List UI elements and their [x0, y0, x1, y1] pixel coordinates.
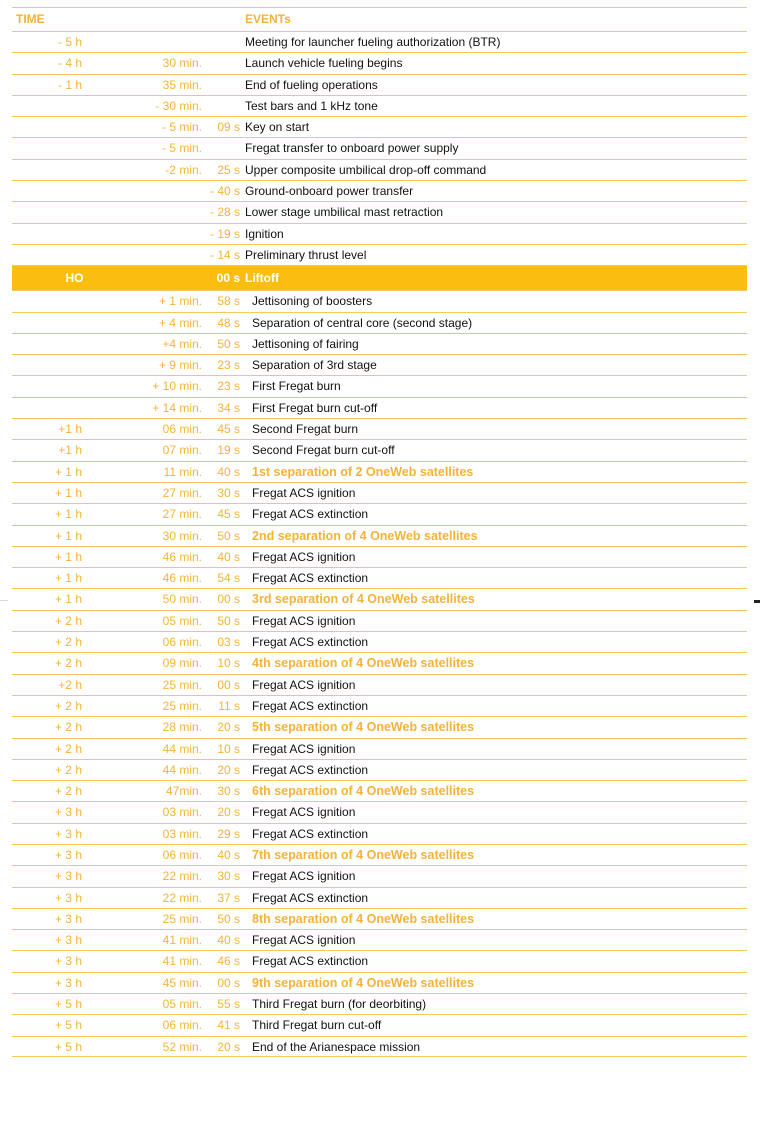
minutes-cell: 44 min. [162, 762, 202, 777]
event-cell: Fregat ACS extinction [252, 954, 369, 969]
table-row [12, 759, 747, 780]
minutes-cell: 22 min. [162, 890, 202, 905]
table-row [12, 631, 747, 652]
table-row [12, 397, 747, 418]
event-cell: Third Fregat burn (for deorbiting) [252, 997, 427, 1012]
event-cell: Preliminary thrust level [245, 247, 367, 262]
event-cell: Lower stage umbilical mast retraction [245, 205, 444, 220]
event-cell: 4th separation of 4 OneWeb satellites [252, 656, 475, 671]
hours-cell: + 2 h [54, 613, 82, 628]
seconds-cell: 00 s [217, 592, 240, 607]
table-row [12, 180, 747, 201]
event-cell: Ignition [245, 226, 284, 241]
minutes-cell: 25 min. [162, 698, 202, 713]
separation-row [12, 461, 747, 482]
table-row [12, 546, 747, 567]
table-row [12, 674, 747, 695]
minutes-cell: 03 min. [162, 826, 202, 841]
table-row [12, 74, 747, 95]
seconds-cell: 40 s [217, 464, 240, 479]
table-row [12, 801, 747, 822]
seconds-cell: - 28 s [209, 205, 240, 220]
minutes-cell: 09 min. [162, 656, 202, 671]
minutes-cell: 52 min. [162, 1039, 202, 1054]
event-cell: 5th separation of 4 OneWeb satellites [252, 720, 475, 735]
seconds-cell: 23 s [217, 358, 240, 373]
event-cell: Fregat ACS extinction [252, 762, 369, 777]
minutes-cell: 45 min. [162, 975, 202, 990]
seconds-cell: 30 s [217, 485, 240, 500]
minutes-cell: - 5 min. [161, 141, 202, 156]
hours-cell: + 2 h [54, 762, 82, 777]
seconds-cell: - 19 s [209, 226, 240, 241]
hours-cell: + 3 h [54, 869, 82, 884]
seconds-cell: 41 s [217, 1018, 240, 1033]
table-header [12, 7, 747, 31]
minutes-cell: - 5 min. [161, 120, 202, 135]
event-cell: Meeting for launcher fueling authorization (BTR) [245, 35, 501, 49]
table-row [12, 950, 747, 971]
event-cell: Fregat ACS ignition [252, 741, 356, 756]
seconds-cell: 00 s [217, 677, 240, 692]
liftoff-row [12, 265, 747, 290]
hours-cell: + 5 h [54, 1039, 82, 1054]
seconds-cell: 29 s [217, 826, 240, 841]
separation-row [12, 908, 747, 929]
event-cell: Fregat ACS extinction [252, 571, 369, 586]
seconds-cell: 09 s [217, 120, 240, 135]
seconds-cell: 40 s [217, 933, 240, 948]
hours-cell: + 3 h [54, 911, 82, 926]
seconds-cell: - 14 s [209, 247, 240, 262]
event-cell: 6th separation of 4 OneWeb satellites [252, 784, 475, 799]
event-cell: End of fueling operations [245, 77, 378, 92]
seconds-cell: 40 s [217, 549, 240, 564]
hours-cell: + 1 h [54, 507, 82, 522]
hours-cell: + 3 h [54, 847, 82, 862]
table-row [12, 95, 747, 116]
seconds-cell: 30 s [217, 869, 240, 884]
hours-cell: + 5 h [54, 997, 82, 1012]
hours-cell: + 1 h [54, 571, 82, 586]
event-cell: End of the Arianespace mission [252, 1039, 421, 1054]
seconds-cell: 10 s [217, 656, 240, 671]
table-row [12, 116, 747, 137]
minutes-cell: 11 min. [163, 464, 202, 479]
hours-cell: +1 h [58, 443, 82, 458]
minutes-cell: 35 min. [162, 77, 202, 92]
event-cell: Test bars and 1 kHz tone [245, 98, 378, 113]
table-row [12, 1014, 747, 1035]
minutes-cell: + 9 min. [158, 358, 202, 373]
hours-cell: + 3 h [54, 890, 82, 905]
seconds-cell: 46 s [217, 954, 240, 969]
separation-row [12, 972, 747, 993]
seconds-cell: 25 s [217, 162, 240, 177]
minutes-cell: 05 min. [162, 613, 202, 628]
event-cell: Second Fregat burn cut-off [252, 443, 395, 458]
seconds-cell: 20 s [217, 720, 240, 735]
event-cell: Fregat ACS extinction [252, 826, 369, 841]
table-row [12, 244, 747, 265]
event-cell: Jettisoning of boosters [252, 294, 373, 309]
event-cell: Separation of central core (second stage) [252, 315, 473, 330]
table-row [12, 887, 747, 908]
seconds-cell: 50 s [217, 911, 240, 926]
hours-cell: + 2 h [54, 784, 82, 799]
hours-cell: +2 h [58, 677, 82, 692]
table-row [12, 52, 747, 73]
seconds-cell: 54 s [217, 571, 240, 586]
hours-cell: +1 h [58, 422, 82, 437]
seconds-cell: 00 s [217, 975, 240, 990]
minutes-cell: - 30 min. [155, 98, 202, 113]
page-edge-mark-right [754, 600, 760, 603]
separation-row [12, 844, 747, 865]
minutes-cell: 28 min. [162, 720, 202, 735]
seconds-cell: 58 s [217, 294, 240, 309]
minutes-cell: 25 min. [162, 911, 202, 926]
event-cell: Fregat ACS ignition [252, 869, 356, 884]
hours-cell: - 1 h [57, 77, 82, 92]
page-edge-mark-left [0, 600, 8, 601]
table-row [12, 482, 747, 503]
seconds-cell: 48 s [217, 315, 240, 330]
minutes-cell: 50 min. [162, 592, 202, 607]
hours-cell: + 1 h [54, 485, 82, 500]
hours-cell: + 3 h [54, 805, 82, 820]
seconds-cell: - 40 s [209, 184, 240, 199]
launch-timeline-table [12, 7, 747, 1057]
table-row [12, 1036, 747, 1057]
event-cell: Fregat ACS ignition [252, 485, 356, 500]
minutes-cell: 46 min. [162, 549, 202, 564]
seconds-cell: 50 s [217, 613, 240, 628]
seconds-cell: 45 s [217, 507, 240, 522]
table-row [12, 439, 747, 460]
seconds-cell: 30 s [217, 784, 240, 799]
table-row [12, 695, 747, 716]
minutes-cell: 46 min. [162, 571, 202, 586]
minutes-cell: 41 min. [162, 954, 202, 969]
table-row [12, 333, 747, 354]
event-cell: Second Fregat burn [252, 422, 359, 437]
event-cell: 8th separation of 4 OneWeb satellites [252, 911, 475, 926]
event-cell: Ground-onboard power transfer [245, 184, 414, 199]
table-row [12, 290, 747, 311]
minutes-cell: 30 min. [162, 56, 202, 71]
event-cell: Fregat ACS ignition [252, 805, 356, 820]
seconds-cell: 10 s [217, 741, 240, 756]
event-cell: Fregat ACS ignition [252, 677, 356, 692]
seconds-cell: 20 s [217, 762, 240, 777]
hours-cell: + 3 h [54, 975, 82, 990]
event-cell: First Fregat burn cut-off [252, 400, 378, 415]
event-cell: First Fregat burn [252, 379, 341, 394]
minutes-cell: +4 min. [162, 336, 202, 351]
seconds-cell: 34 s [217, 400, 240, 415]
event-cell: Fregat ACS extinction [252, 507, 369, 522]
event-cell: Key on start [245, 120, 310, 135]
hours-cell: + 2 h [54, 635, 82, 650]
hours-cell: HO [65, 271, 84, 286]
event-cell: Upper composite umbilical drop-off command [245, 162, 487, 177]
table-row [12, 929, 747, 950]
seconds-cell: 55 s [217, 997, 240, 1012]
seconds-cell: 23 s [217, 379, 240, 394]
hours-cell: - 5 h [57, 35, 82, 49]
event-cell: Jettisoning of fairing [252, 336, 359, 351]
minutes-cell: + 1 min. [158, 294, 202, 309]
seconds-cell: 45 s [217, 422, 240, 437]
seconds-cell: 40 s [217, 847, 240, 862]
separation-row [12, 652, 747, 673]
event-cell: 3rd separation of 4 OneWeb satellites [252, 592, 475, 607]
event-cell: Fregat transfer to onboard power supply [245, 141, 459, 156]
event-cell: 2nd separation of 4 OneWeb satellites [252, 528, 478, 543]
table-row [12, 567, 747, 588]
table-row [12, 418, 747, 439]
table-row [12, 823, 747, 844]
table-row [12, 31, 747, 52]
minutes-cell: 30 min. [162, 528, 202, 543]
event-cell: Fregat ACS ignition [252, 933, 356, 948]
seconds-cell: 37 s [217, 890, 240, 905]
table-row [12, 312, 747, 333]
minutes-cell: 27 min. [162, 485, 202, 500]
event-cell: 1st separation of 2 OneWeb satellites [252, 464, 474, 479]
events-column-header: EVENTs [245, 12, 291, 26]
separation-row [12, 525, 747, 546]
separation-row [12, 716, 747, 737]
seconds-cell: 50 s [217, 528, 240, 543]
seconds-cell: 11 s [218, 698, 240, 713]
event-cell: Fregat ACS extinction [252, 698, 369, 713]
hours-cell: + 2 h [54, 720, 82, 735]
minutes-cell: + 10 min. [152, 379, 202, 394]
seconds-cell: 19 s [217, 443, 240, 458]
minutes-cell: + 14 min. [152, 400, 202, 415]
seconds-cell: 00 s [216, 271, 240, 286]
event-cell: Fregat ACS extinction [252, 890, 369, 905]
event-cell: Fregat ACS extinction [252, 635, 369, 650]
table-row [12, 223, 747, 244]
hours-cell: - 4 h [57, 56, 82, 71]
hours-cell: + 2 h [54, 656, 82, 671]
minutes-cell: 07 min. [162, 443, 202, 458]
minutes-cell: 05 min. [162, 997, 202, 1012]
minutes-cell: 06 min. [162, 847, 202, 862]
hours-cell: + 1 h [54, 592, 82, 607]
time-column-header: TIME [16, 12, 45, 26]
minutes-cell: 06 min. [162, 1018, 202, 1033]
hours-cell: + 1 h [54, 528, 82, 543]
event-cell: Launch vehicle fueling begins [245, 56, 403, 71]
hours-cell: + 3 h [54, 933, 82, 948]
event-cell: Separation of 3rd stage [252, 358, 377, 373]
seconds-cell: 03 s [217, 635, 240, 650]
minutes-cell: 47min. [165, 784, 202, 799]
table-row [12, 503, 747, 524]
table-row [12, 865, 747, 886]
hours-cell: + 1 h [54, 549, 82, 564]
minutes-cell: 41 min. [162, 933, 202, 948]
table-row [12, 375, 747, 396]
separation-row [12, 780, 747, 801]
minutes-cell: 25 min. [162, 677, 202, 692]
table-row [12, 159, 747, 180]
table-row [12, 610, 747, 631]
event-cell: Fregat ACS ignition [252, 613, 356, 628]
minutes-cell: 03 min. [162, 805, 202, 820]
minutes-cell: + 4 min. [158, 315, 202, 330]
event-cell: Liftoff [245, 271, 279, 286]
hours-cell: + 3 h [54, 826, 82, 841]
minutes-cell: 06 min. [162, 635, 202, 650]
table-row [12, 137, 747, 158]
hours-cell: + 2 h [54, 741, 82, 756]
hours-cell: + 3 h [54, 954, 82, 969]
timeline-rows [12, 31, 747, 1057]
event-cell: 9th separation of 4 OneWeb satellites [252, 975, 475, 990]
separation-row [12, 588, 747, 609]
minutes-cell: -2 min. [165, 162, 202, 177]
event-cell: Fregat ACS ignition [252, 549, 356, 564]
hours-cell: + 2 h [54, 698, 82, 713]
hours-cell: + 1 h [54, 464, 82, 479]
table-row [12, 993, 747, 1014]
event-cell: Third Fregat burn cut-off [252, 1018, 382, 1033]
minutes-cell: 06 min. [162, 422, 202, 437]
table-row [12, 738, 747, 759]
table-row [12, 354, 747, 375]
seconds-cell: 50 s [217, 336, 240, 351]
hours-cell: + 5 h [54, 1018, 82, 1033]
event-cell: 7th separation of 4 OneWeb satellites [252, 847, 475, 862]
table-row [12, 201, 747, 222]
seconds-cell: 20 s [217, 805, 240, 820]
minutes-cell: 27 min. [162, 507, 202, 522]
seconds-cell: 20 s [217, 1039, 240, 1054]
minutes-cell: 22 min. [162, 869, 202, 884]
minutes-cell: 44 min. [162, 741, 202, 756]
